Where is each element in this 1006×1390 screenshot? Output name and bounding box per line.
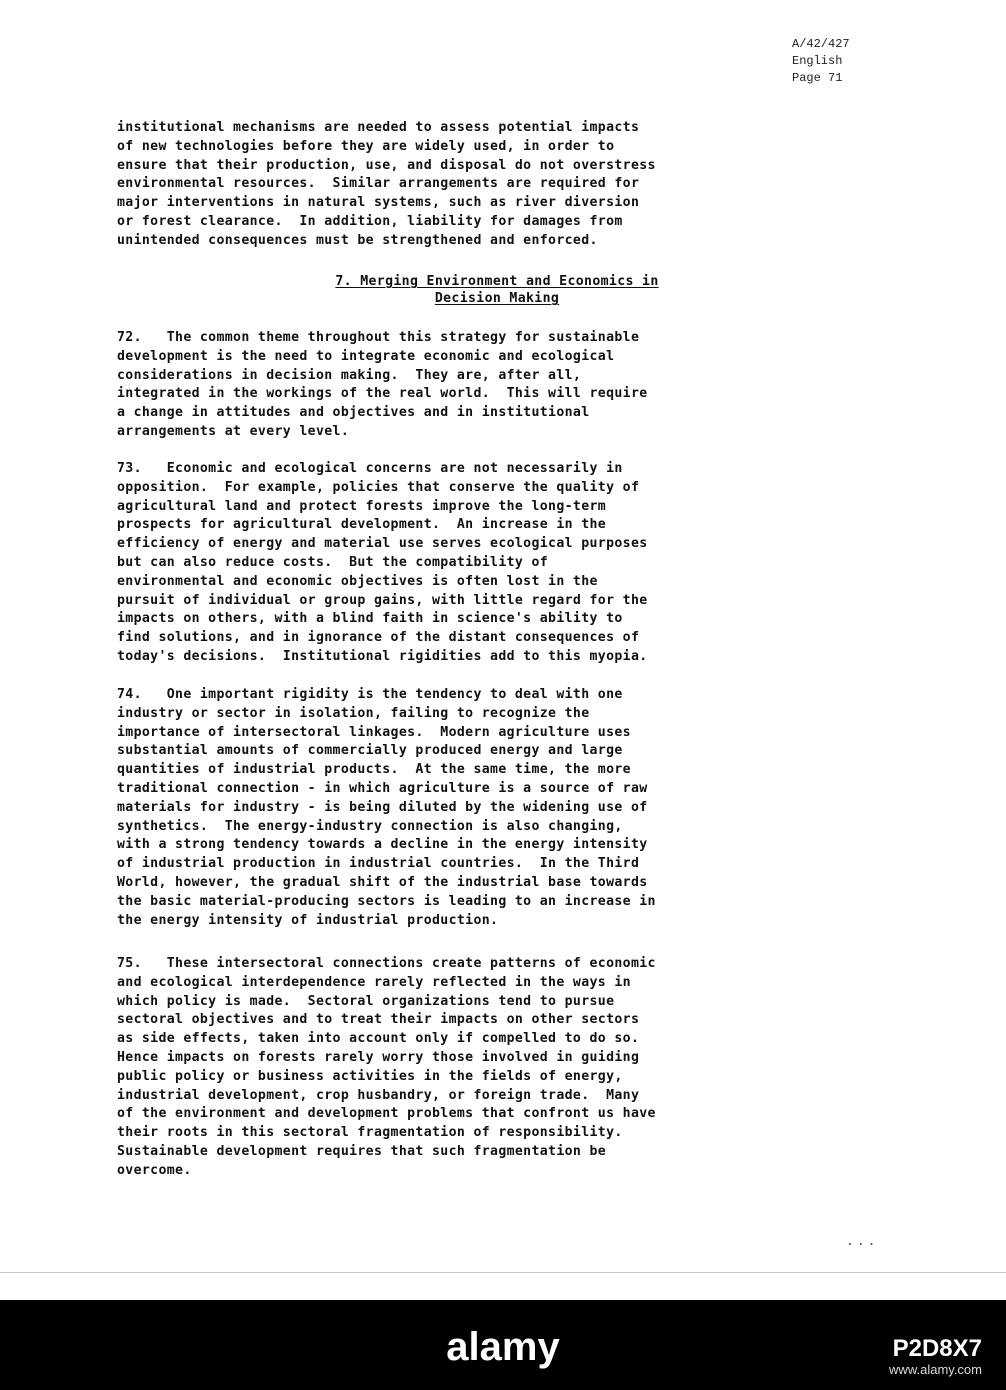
- text-line: integrated in the workings of the real world. This will require: [117, 386, 648, 402]
- text-line: substantial amounts of commercially produced energy and large: [117, 743, 623, 759]
- text-line: of industrial production in industrial countries. In the Third: [117, 856, 640, 872]
- page-edge-rule: [0, 1272, 1006, 1273]
- text-line: major interventions in natural systems, such as river diversion: [117, 195, 640, 211]
- text-line: the basic material-producing sectors is leading to an increase in: [117, 893, 656, 909]
- text-line: as side effects, taken into account only if compelled to do so.: [117, 1031, 640, 1047]
- section-heading: [117, 273, 877, 307]
- text-line: or forest clearance. In addition, liability for damages from: [117, 213, 623, 229]
- text-line: 72. The common theme throughout this strategy for sustainable: [117, 330, 640, 345]
- paragraph-74: [117, 686, 877, 930]
- page-number: Page 71: [792, 71, 843, 85]
- paragraph-75: [117, 955, 877, 1181]
- watermark-image-id: P2D8X7: [892, 1335, 982, 1362]
- text-line: and ecological interdependence rarely reflected in the ways in: [117, 974, 631, 990]
- watermark-url: www.alamy.com: [889, 1362, 982, 1377]
- section-heading-line-1: 7. Merging Environment and Economics in: [335, 274, 659, 289]
- text-line: public policy or business activities in the fields of energy,: [117, 1068, 623, 1084]
- text-line: but can also reduce costs. But the compatibility of: [117, 554, 549, 570]
- text-line: traditional connection - in which agriculture is a source of raw: [117, 780, 648, 796]
- text-line: Sustainable development requires that such fragmentation be: [117, 1143, 607, 1159]
- intro-paragraph: [117, 119, 877, 251]
- document-language: English: [792, 54, 843, 68]
- text-line: overcome.: [117, 1162, 192, 1178]
- text-line: impacts on others, with a blind faith in science's ability to: [117, 611, 623, 627]
- text-line: 73. Economic and ecological concerns are not necessarily in: [117, 461, 623, 476]
- text-line: prospects for agricultural development. An increase in the: [117, 517, 607, 533]
- text-line: find solutions, and in ignorance of the distant consequences of: [117, 630, 640, 646]
- text-line: which policy is made. Sectoral organizations tend to pursue: [117, 993, 615, 1009]
- continuation-marker: ...: [846, 1234, 879, 1249]
- text-line: agricultural land and protect forests improve the long-term: [117, 498, 607, 514]
- text-line: with a strong tendency towards a decline in the energy intensity: [117, 837, 648, 853]
- text-line: sectoral objectives and to treat their impacts on other sectors: [117, 1012, 640, 1028]
- text-line: industrial development, crop husbandry, or foreign trade. Many: [117, 1087, 640, 1103]
- text-line: considerations in decision making. They are, after all,: [117, 367, 582, 383]
- text-line: importance of intersectoral linkages. Modern agriculture uses: [117, 724, 631, 740]
- text-line: unintended consequences must be strengthened and enforced.: [117, 232, 598, 248]
- text-line: quantities of industrial products. At the same time, the more: [117, 762, 631, 778]
- text-line: environmental resources. Similar arrangements are required for: [117, 176, 640, 192]
- text-line: their roots in this sectoral fragmentation of responsibility.: [117, 1125, 623, 1141]
- text-line: 74. One important rigidity is the tendency to deal with one: [117, 687, 623, 702]
- text-line: institutional mechanisms are needed to assess potential impacts: [117, 120, 640, 135]
- text-line: opposition. For example, policies that conserve the quality of: [117, 479, 640, 495]
- text-line: arrangements at every level.: [117, 423, 350, 439]
- paragraph-73: [117, 460, 877, 667]
- text-line: efficiency of energy and material use serves ecological purposes: [117, 536, 648, 552]
- text-line: synthetics. The energy-industry connection is also changing,: [117, 818, 623, 834]
- text-line: ensure that their production, use, and disposal do not overstress: [117, 157, 656, 173]
- paragraph-72: [117, 329, 877, 442]
- text-line: Hence impacts on forests rarely worry those involved in guiding: [117, 1049, 640, 1065]
- text-line: environmental and economic objectives is often lost in the: [117, 573, 598, 589]
- text-line: the energy intensity of industrial production.: [117, 912, 499, 928]
- section-heading-line-2: Decision Making: [434, 291, 560, 306]
- watermark-logo: alamy: [446, 1325, 560, 1369]
- text-line: industry or sector in isolation, failing to recognize the: [117, 705, 590, 721]
- text-line: today's decisions. Institutional rigidities add to this myopia.: [117, 648, 648, 664]
- text-line: a change in attitudes and objectives and in institutional: [117, 405, 590, 421]
- document-header: [792, 36, 912, 87]
- text-line: development is the need to integrate economic and ecological: [117, 348, 615, 364]
- text-line: of new technologies before they are widely used, in order to: [117, 138, 615, 154]
- text-line: World, however, the gradual shift of the industrial base towards: [117, 874, 648, 890]
- text-line: pursuit of individual or group gains, with little regard for the: [117, 592, 648, 608]
- text-line: 75. These intersectoral connections create patterns of economic: [117, 956, 656, 971]
- text-line: materials for industry - is being diluted by the widening use of: [117, 799, 648, 815]
- document-symbol: A/42/427: [792, 37, 850, 51]
- text-line: of the environment and development problems that confront us have: [117, 1106, 656, 1122]
